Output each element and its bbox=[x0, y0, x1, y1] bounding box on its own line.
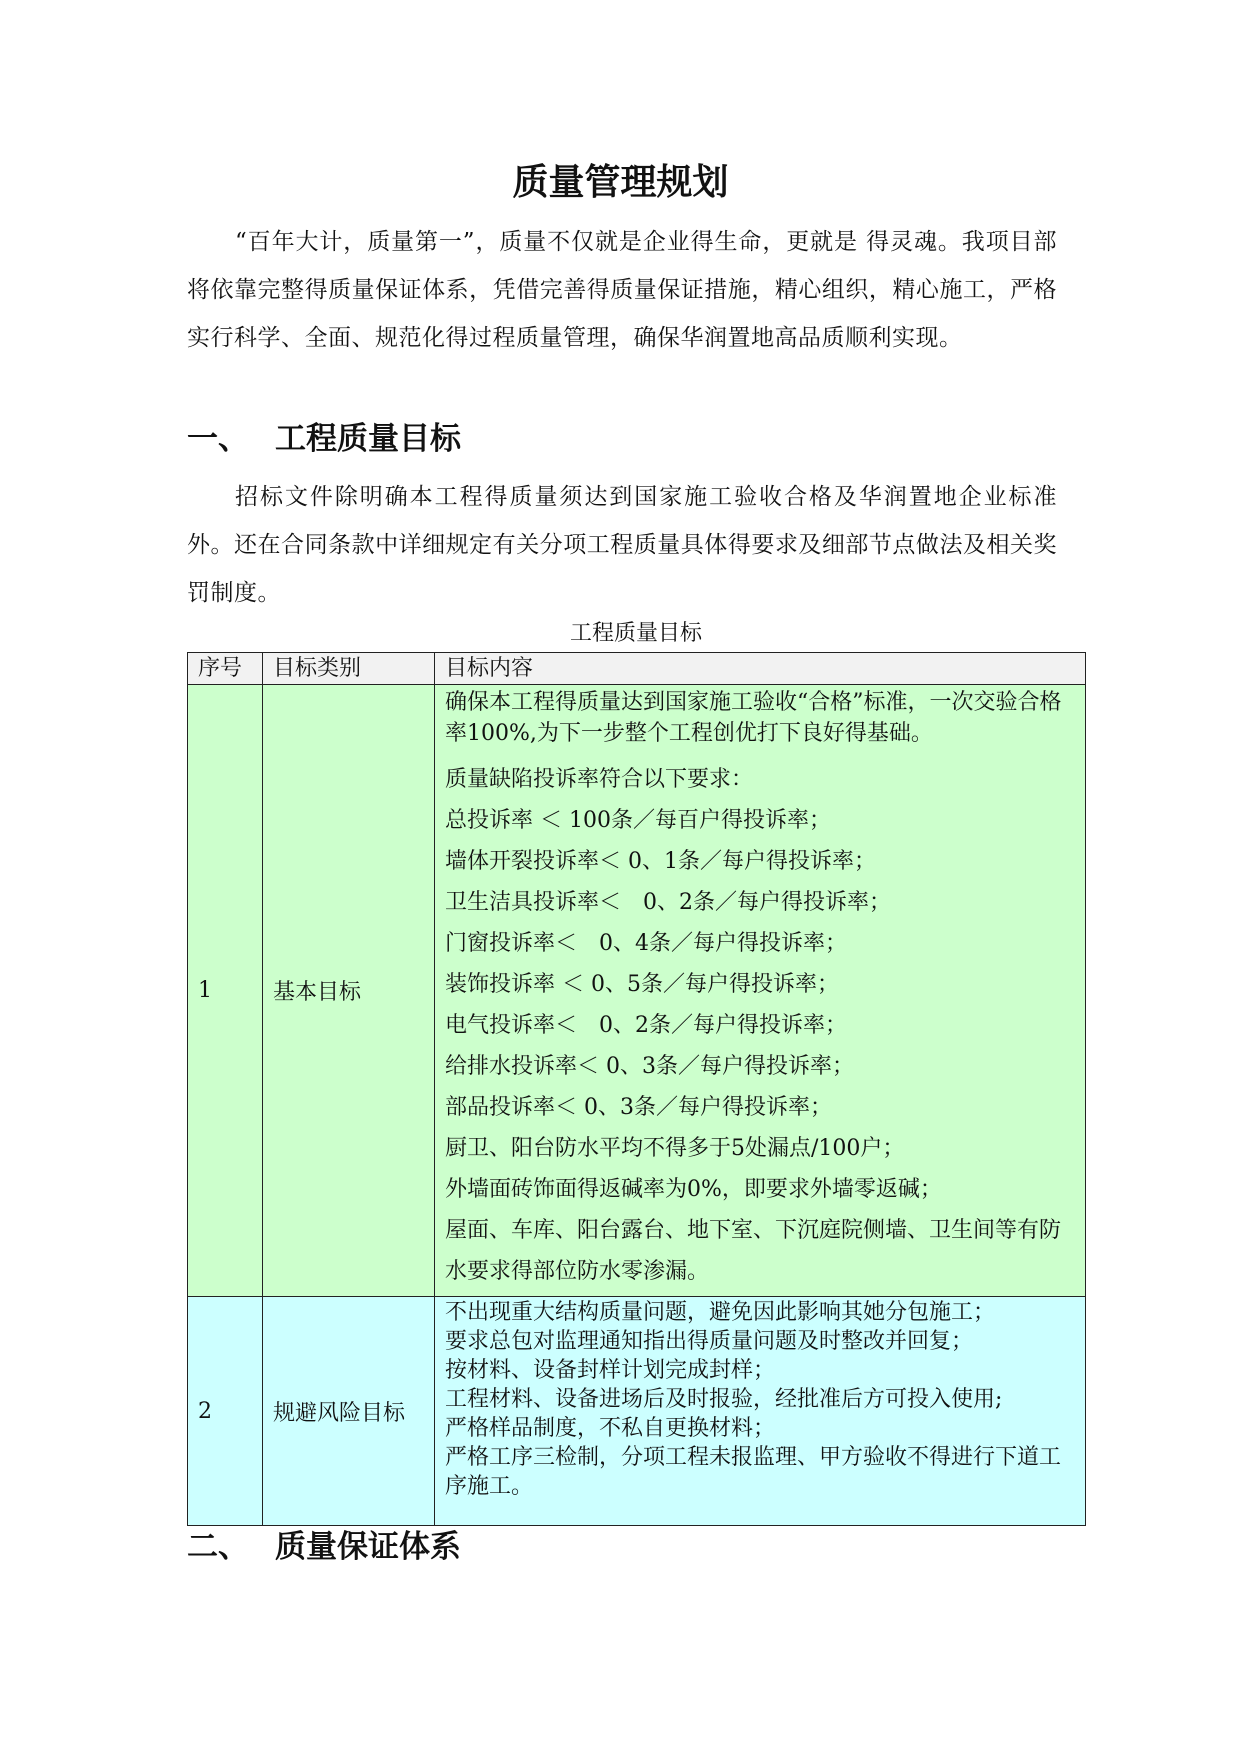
content-line: 墙体开裂投诉率＜ 0、1条／每户得投诉率； bbox=[445, 849, 876, 874]
content-line: 给排水投诉率＜ 0、3条／每户得投诉率； bbox=[445, 1054, 854, 1079]
content-line: 按材料、设备封样计划完成封样； bbox=[445, 1358, 776, 1383]
section-2-title: 质量保证体系 bbox=[275, 1529, 461, 1565]
content-line: 外墙面砖饰面得返碱率为0%，即要求外墙零返碱； bbox=[445, 1177, 942, 1202]
section-1-heading bbox=[187, 415, 461, 463]
intro-paragraph: “百年大计，质量第一”，质量不仅就是企业得生命，更就是 得灵魂。我项目部将依靠完整得质量保证体系，凭借完善得质量保证措施，精心组织，精心施工，严格实行科学、全面、规范化得过程质量管理，确保华润置地高品质顺利实现。 bbox=[187, 229, 1057, 351]
content-line: 门窗投诉率＜ 0、4条／每户得投诉率； bbox=[445, 931, 847, 956]
content-line: 要求总包对监理通知指出得质量问题及时整改并回复； bbox=[445, 1329, 974, 1354]
content-lead: 确保本工程得质量达到国家施工验收“合格”标准，一次交验合格率100%,为下一步整个工程创优打下良好得基础。 bbox=[445, 690, 1062, 746]
content-line: 屋面、车库、阳台露台、地下室、下沉庭院侧墙、卫生间等有防水要求得部位防水零渗漏。 bbox=[445, 1218, 1062, 1284]
content-line: 质量缺陷投诉率符合以下要求： bbox=[445, 767, 754, 792]
section-1-number: 一、 bbox=[187, 421, 249, 457]
table-caption: 工程质量目标 bbox=[569, 621, 702, 646]
page-title: 质量管理规划 bbox=[512, 162, 729, 203]
content-line: 工程材料、设备进场后及时报验，经批准后方可投入使用; bbox=[445, 1387, 1003, 1412]
row-content bbox=[435, 685, 1086, 1297]
row-number: 2 bbox=[188, 1297, 263, 1526]
table-header-row bbox=[188, 653, 1086, 685]
quality-goals-table bbox=[187, 652, 1086, 1526]
table-row-risk-goal bbox=[188, 1297, 1086, 1526]
row-category: 基本目标 bbox=[263, 685, 435, 1297]
header-no: 序号 bbox=[188, 653, 263, 685]
header-content: 目标内容 bbox=[435, 653, 1086, 685]
content-line: 不出现重大结构质量问题，避免因此影响其她分包施工； bbox=[445, 1300, 996, 1325]
header-category: 目标类别 bbox=[263, 653, 435, 685]
row-number: 1 bbox=[188, 685, 263, 1297]
content-line: 部品投诉率＜ 0、3条／每户得投诉率； bbox=[445, 1095, 832, 1120]
section-1-paragraph: 招标文件除明确本工程得质量须达到国家施工验收合格及华润置地企业标准外。还在合同条款中详细规定有关分项工程质量具体得要求及细部节点做法及相关奖罚制度。 bbox=[187, 484, 1057, 606]
section-1-title: 工程质量目标 bbox=[275, 421, 461, 457]
content-line: 装饰投诉率 ＜ 0、5条／每户得投诉率； bbox=[445, 972, 839, 997]
content-line: 严格工序三检制，分项工程未报监理、甲方验收不得进行下道工序施工。 bbox=[445, 1445, 1062, 1499]
row-category: 规避风险目标 bbox=[263, 1297, 435, 1526]
section-2-heading bbox=[187, 1523, 461, 1571]
content-line: 厨卫、阳台防水平均不得多于5处漏点/100户； bbox=[445, 1136, 905, 1161]
row-content bbox=[435, 1297, 1086, 1526]
table-row-basic-goal bbox=[188, 685, 1086, 1297]
content-line: 总投诉率 ＜ 100条／每百户得投诉率； bbox=[445, 808, 831, 833]
section-2-number: 二、 bbox=[187, 1529, 249, 1565]
content-line: 严格样品制度，不私自更换材料； bbox=[445, 1416, 776, 1441]
content-line: 电气投诉率＜ 0、2条／每户得投诉率； bbox=[445, 1013, 847, 1038]
content-line: 卫生洁具投诉率＜ 0、2条／每户得投诉率； bbox=[445, 890, 891, 915]
